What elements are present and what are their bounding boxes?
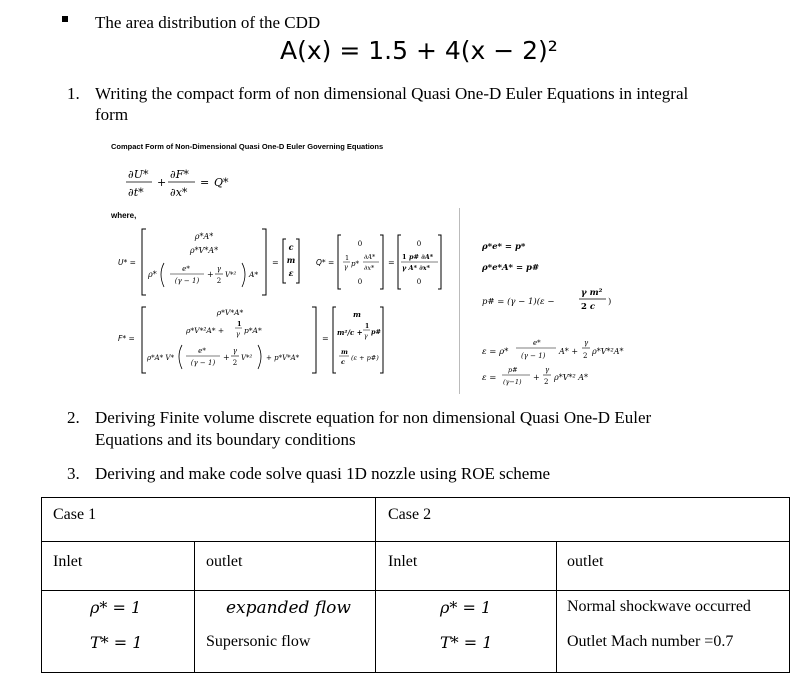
- svg-text:F* =: F* =: [118, 334, 135, 343]
- svg-text:ρ*V*² A*: ρ*V*² A*: [554, 373, 589, 382]
- svg-text:2 c: 2 c: [581, 302, 596, 312]
- case1-outlet-header: outlet: [206, 553, 243, 570]
- svg-text:V*²: V*²: [225, 271, 237, 279]
- svg-text:γ: γ: [584, 339, 589, 347]
- svg-text:c: c: [341, 358, 345, 366]
- svg-text:0: 0: [357, 278, 363, 286]
- svg-text:γ: γ: [364, 333, 368, 340]
- svg-text:∂F*: ∂F*: [170, 168, 189, 181]
- area-formula: [280, 36, 558, 65]
- case2-title: Case 2: [388, 506, 432, 523]
- svg-text:A*: A*: [249, 270, 259, 279]
- svg-text:): ): [608, 297, 612, 307]
- item-number: 2.: [67, 408, 80, 427]
- where-label: where,: [111, 211, 137, 220]
- svg-text:=: =: [272, 258, 279, 267]
- item-text-line: Deriving Finite volume discrete equation for non dimensional Quasi One-D Euler: [95, 408, 652, 427]
- table-border-top: [41, 497, 790, 498]
- svg-text:p# = (γ − 1)(ε −: p# = (γ − 1)(ε −: [482, 297, 555, 307]
- case2-outlet-condition: Normal shockwave occurred: [567, 598, 751, 615]
- svg-text:+ p*V*A*: + p*V*A*: [266, 354, 300, 362]
- svg-text:∂U*: ∂U*: [128, 168, 149, 181]
- svg-text:c: c: [288, 242, 294, 252]
- svg-text:ε = ρ*: ε = ρ*: [482, 347, 509, 357]
- case2-inlet-density: ρ* = 1: [440, 598, 492, 617]
- svg-text:γ: γ: [232, 347, 238, 355]
- item-text-line: Equations and its boundary conditions: [95, 430, 356, 449]
- svg-text:γ: γ: [236, 330, 240, 338]
- svg-text:ρ*V*A*: ρ*V*A*: [189, 246, 219, 255]
- svg-text:Q*: Q*: [214, 176, 229, 189]
- case2-inlet-temperature: T* = 1: [440, 633, 493, 652]
- svg-text:ρ*: ρ*: [148, 270, 157, 279]
- svg-text:γ A* ∂x*: γ A* ∂x*: [402, 264, 431, 272]
- table-border-left: [41, 497, 42, 673]
- svg-text:U* =: U* =: [118, 258, 136, 267]
- svg-text:p*A*: p*A*: [244, 326, 262, 335]
- svg-text:ρ*A*: ρ*A*: [194, 232, 214, 241]
- figure-title: Compact Form of Non-Dimensional Quasi One-D Euler Governing Equations: [111, 142, 384, 151]
- table-col-divider: [556, 541, 557, 673]
- table-border-bottom: [41, 672, 790, 673]
- svg-text:0: 0: [416, 240, 422, 248]
- svg-text:A* +: A* +: [559, 347, 579, 356]
- case2-outlet-mach: Outlet Mach number =0.7: [567, 633, 734, 650]
- svg-text:e*: e*: [533, 339, 541, 347]
- governing-equation: [120, 165, 250, 205]
- table-col-divider: [375, 497, 376, 673]
- case2-outlet-header: outlet: [567, 553, 604, 570]
- table-col-divider: [194, 541, 195, 673]
- svg-text:1: 1: [365, 323, 370, 330]
- svg-text:=: =: [388, 258, 395, 267]
- case1-outlet-flow: Supersonic flow: [206, 633, 311, 650]
- U-vector-block: [112, 225, 452, 300]
- svg-text:0: 0: [416, 278, 422, 286]
- intro-bullet-text: The area distribution of the CDD: [95, 13, 321, 32]
- svg-text:∂t*: ∂t*: [128, 186, 144, 199]
- svg-text:γ: γ: [344, 263, 348, 271]
- svg-text:ρ*e*A* = p#: ρ*e*A* = p#: [482, 263, 540, 273]
- svg-text:m²/c +: m²/c +: [337, 328, 363, 337]
- table-border-right: [789, 497, 790, 673]
- case1-title: Case 1: [53, 506, 97, 523]
- svg-text:0: 0: [357, 240, 363, 248]
- table-row-divider: [41, 590, 790, 591]
- svg-text:ρ*A* V*: ρ*A* V*: [147, 354, 174, 362]
- area-formula-text: A(x) = 1.5 + 4(x − 2)²: [280, 36, 558, 65]
- svg-text:m: m: [353, 310, 361, 319]
- svg-text:Q* =: Q* =: [316, 258, 335, 267]
- case2-inlet-header: Inlet: [388, 553, 418, 570]
- item-text-line: Writing the compact form of non dimensional Quasi One-D Euler Equations in integral: [95, 84, 689, 103]
- svg-text:(γ − 1): (γ − 1): [521, 352, 546, 360]
- svg-text:p# ∂A*: p# ∂A*: [409, 253, 434, 261]
- table-row-divider: [41, 541, 790, 542]
- svg-text:ε: ε: [288, 268, 294, 278]
- case1-outlet-condition: expanded flow: [226, 598, 351, 618]
- item-number: 3.: [67, 464, 80, 483]
- svg-text:p*: p*: [351, 260, 359, 268]
- svg-text:(γ − 1): (γ − 1): [174, 277, 200, 285]
- svg-text:V*²: V*²: [241, 354, 253, 362]
- svg-text:p#: p#: [508, 366, 518, 374]
- svg-text:m: m: [341, 348, 348, 356]
- svg-text:1: 1: [237, 320, 242, 328]
- svg-text:ρ*V*²A*: ρ*V*²A*: [592, 347, 624, 356]
- item-text-line: Deriving and make code solve quasi 1D nozzle using ROE scheme: [95, 464, 551, 483]
- case1-inlet-header: Inlet: [53, 553, 83, 570]
- figure-divider: [459, 208, 460, 394]
- svg-text:2: 2: [583, 352, 588, 360]
- svg-text:∂x*: ∂x*: [364, 264, 375, 272]
- relations-block: [478, 228, 678, 393]
- svg-text:ρ*V*²A* +: ρ*V*²A* +: [186, 326, 225, 335]
- svg-text:+: +: [207, 270, 214, 279]
- bullet-marker: [62, 16, 68, 22]
- svg-text:1: 1: [345, 254, 350, 262]
- svg-text:+: +: [533, 373, 540, 382]
- svg-text:m: m: [286, 255, 296, 265]
- svg-text:ρ*V*A*: ρ*V*A*: [216, 308, 244, 317]
- svg-text:γ m²: γ m²: [581, 288, 603, 298]
- svg-text:+: +: [157, 176, 167, 189]
- svg-text:=: =: [200, 176, 210, 189]
- case1-inlet-density: ρ* = 1: [90, 598, 142, 617]
- svg-text:e*: e*: [198, 347, 206, 355]
- svg-text:γ: γ: [545, 366, 550, 374]
- svg-text:∂x*: ∂x*: [170, 186, 188, 199]
- svg-text:2: 2: [232, 359, 238, 367]
- svg-text:(γ − 1): (γ − 1): [190, 359, 216, 367]
- svg-text:p#: p#: [371, 328, 381, 336]
- svg-text:=: =: [322, 334, 329, 343]
- svg-text:∂A*: ∂A*: [364, 253, 376, 261]
- F-vector-block: [112, 303, 392, 378]
- svg-text:(γ−1): (γ−1): [503, 378, 522, 386]
- svg-text:2: 2: [216, 277, 222, 285]
- svg-text:(ε + p#): (ε + p#): [351, 354, 379, 362]
- svg-text:ρ*e* = p*: ρ*e* = p*: [482, 242, 526, 252]
- svg-text:ε =: ε =: [482, 373, 497, 383]
- svg-text:2: 2: [544, 378, 549, 386]
- item-number: 1.: [67, 84, 80, 103]
- case1-inlet-temperature: T* = 1: [90, 633, 143, 652]
- svg-text:γ: γ: [216, 265, 222, 273]
- svg-text:1: 1: [402, 253, 407, 261]
- svg-text:+: +: [223, 353, 230, 362]
- item-text-line: form: [95, 105, 129, 124]
- svg-text:e*: e*: [182, 265, 190, 273]
